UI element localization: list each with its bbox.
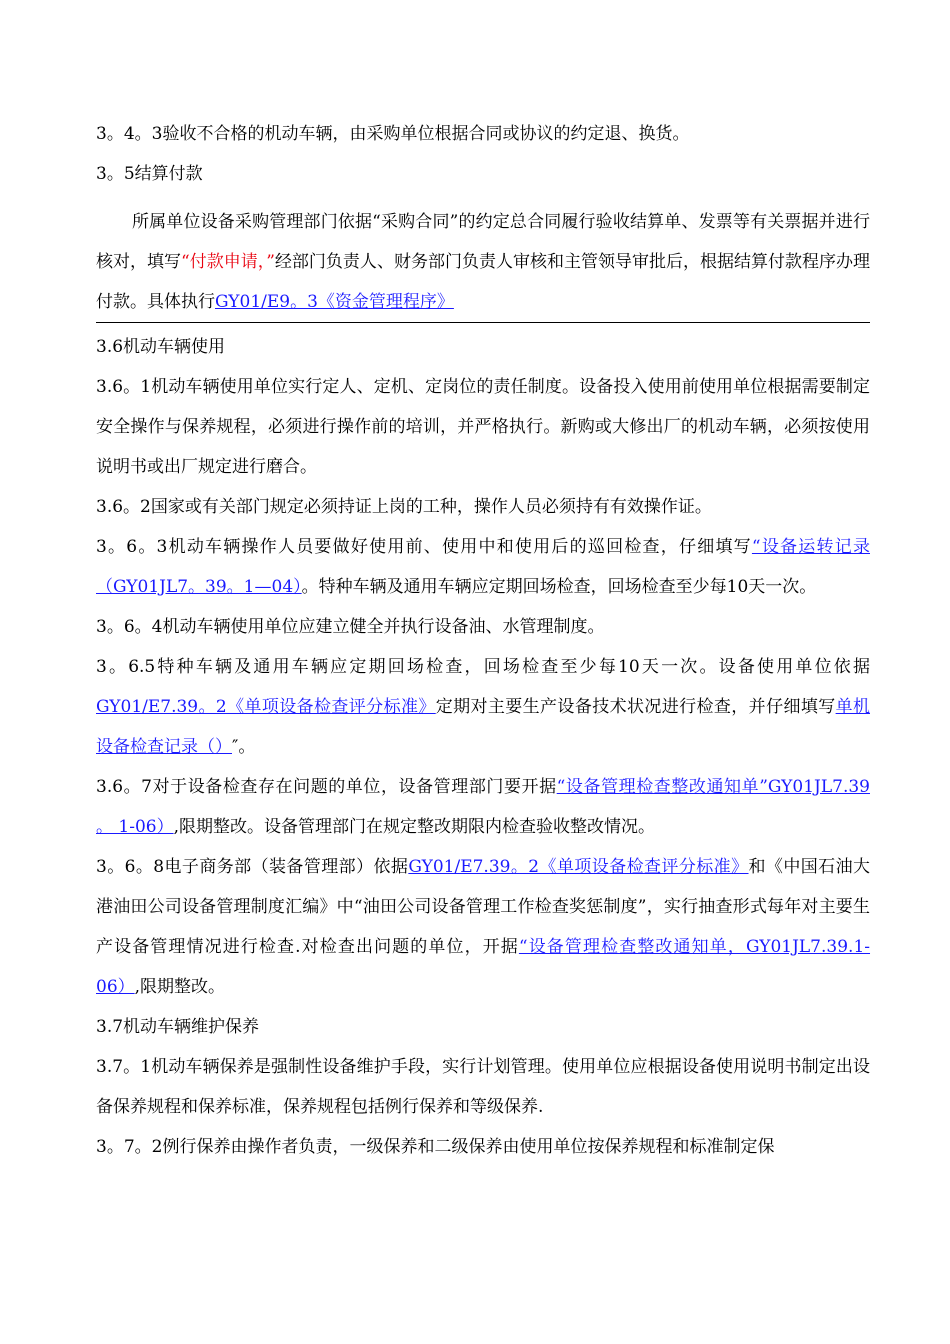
section-heading-3-6: 3.6机动车辆使用 [96, 337, 226, 357]
paragraph-text: ″。 [232, 737, 256, 757]
paragraph-3-6-3 [96, 527, 870, 607]
inspection-standard-link[interactable]: GY01/E7.39。2《单项设备检查评分标准》 [96, 697, 436, 717]
paragraph-3-7-2: 3。7。2例行保养由操作者负责，一级保养和二级保养由使用单位按保养规程和标准制定保 [96, 1137, 775, 1157]
paragraph-3-6-1: 3.6。1机动车辆使用单位实行定人、定机、定岗位的责任制度。设备投入使用前使用单位根据需要制定安全操作与保养规程，必须进行操作前的培训，并严格执行。新购或大修出厂的机动车辆，必须按使用说明书或出厂规定进行磨合。 [96, 377, 870, 477]
paragraph-text: 。特种车辆及通用车辆应定期回场检查，回场检查至少每10天一次。 [301, 577, 817, 597]
paragraph-text: 3。6。3机动车辆操作人员要做好使用前、使用中和使用后的巡回检查，仔细填写 [96, 537, 752, 557]
spacer [96, 194, 870, 202]
rectification-notice-link[interactable]: “设备管理检查整改通知单”GY01JL7.39 。 1-06） [96, 777, 870, 837]
document-page [96, 114, 870, 1167]
section-heading-3-7: 3.7机动车辆维护保养 [96, 1017, 260, 1037]
paragraph-text: 所属单位设备采购管理部门依据“采购合同”的约定总合同履行验收结算单、发票等有关票据并进行核对，填写 [96, 212, 870, 272]
horizontal-rule [96, 322, 870, 323]
paragraph-text: 3。6。8电子商务部（装备管理部）依据 [96, 857, 409, 877]
paragraph-text: 经部门负责人、财务部门负责人审核和主管领导审批后，根据结算付款程序办理付款。具体执行 [96, 252, 871, 312]
paragraph-3-7-1: 3.7。1机动车辆保养是强制性设备维护手段，实行计划管理。使用单位应根据设备使用说明书制定出设备保养规程和保养标准，保养规程包括例行保养和等级保养. [96, 1057, 870, 1117]
inspection-record-link[interactable]: 单机设备检查记录（） [96, 697, 870, 757]
paragraph-3-5 [96, 202, 870, 322]
section-heading-3-5: 3。5结算付款 [96, 164, 203, 184]
fund-management-link[interactable]: GY01/E9。3《资金管理程序》 [215, 292, 454, 312]
equipment-operation-record-link[interactable]: “设备运转记录（GY01JL7。39。1—04） [96, 537, 870, 597]
paragraph-3-6-8 [96, 847, 870, 1007]
paragraph-text: 定期对主要生产设备技术状况进行检查，并仔细填写 [435, 697, 836, 717]
paragraph-3-6-2: 3.6。2国家或有关部门规定必须持证上岗的工种，操作人员必须持有有效操作证。 [96, 497, 712, 517]
inspection-standard-link[interactable]: GY01/E7.39。2《单项设备检查评分标准》 [408, 857, 749, 877]
paragraph-text: 3.6。7对于设备检查存在问题的单位，设备管理部门要开据 [96, 777, 557, 797]
paragraph-text: ,限期整改。设备管理部门在规定整改期限内检查验收整改情况。 [173, 817, 656, 837]
paragraph-text: ,限期整改。 [134, 977, 226, 997]
paragraph-3-6-5 [96, 647, 870, 767]
paragraph-3-6-4: 3。6。4机动车辆使用单位应建立健全并执行设备油、水管理制度。 [96, 617, 605, 637]
payment-request-highlight: “付款申请，” [181, 252, 275, 272]
paragraph-text: 3。6.5特种车辆及通用车辆应定期回场检查，回场检查至少每10天一次。设备使用单位依据 [96, 657, 870, 677]
paragraph-3-6-7 [96, 767, 870, 847]
rectification-notice-link[interactable]: “设备管理检查整改通知单，GY01JL7.39.1-06） [96, 937, 871, 997]
paragraph-text: 和《中国石油大港油田公司设备管理制度汇编》中“油田公司设备管理工作检查奖惩制度”，实行抽查形式每年对主要生产设备管理情况进行检查.对检查出问题的单位，开据 [96, 857, 871, 957]
paragraph-3-4-3: 3。4。3验收不合格的机动车辆，由采购单位根据合同或协议的约定退、换货。 [96, 124, 690, 144]
